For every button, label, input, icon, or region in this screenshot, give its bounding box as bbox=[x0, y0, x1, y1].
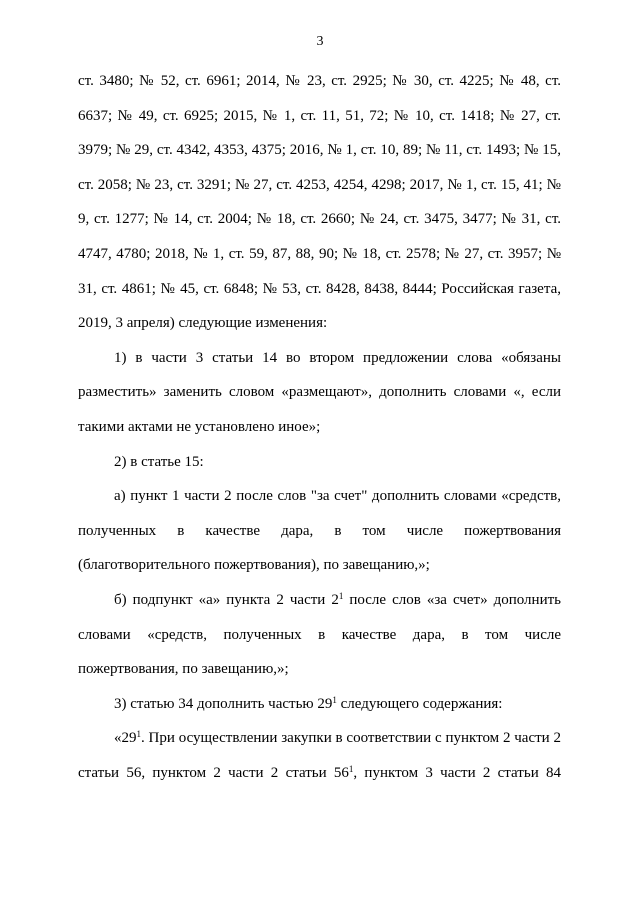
quote-text-end: , пунктом 3 части 2 статьи 84 bbox=[353, 764, 561, 781]
amendment-item-1: 1) в части 3 статьи 14 во втором предложении слова «обязаны разместить» заменить словом «размещают», дополнить словами «, если такими актами не установлено иное»; bbox=[78, 349, 561, 435]
item-3-text-end: следующего содержания: bbox=[336, 695, 503, 712]
page-number: 3 bbox=[316, 34, 324, 49]
quote-superscript-2: 1 bbox=[348, 763, 354, 774]
quote-superscript-1: 1 bbox=[136, 729, 141, 740]
amendment-item-3 bbox=[78, 687, 561, 722]
item-2b-text-end: после слов «за счет» дополнить словами «средств, полученных в качестве дара, в том числе пожертвования, по завещанию,»; bbox=[78, 591, 561, 678]
quote-text-start: «29 bbox=[114, 730, 137, 747]
item-2b-text-start: б) подпункт «а» пункта 2 части 2 bbox=[114, 591, 339, 608]
item-2b-superscript: 1 bbox=[338, 590, 344, 601]
item-3-superscript: 1 bbox=[332, 694, 337, 705]
amendment-item-2a: а) пункт 1 части 2 после слов "за счет" дополнить словами «средств, полученных в качестве дара, в том числе пожертвования (благотворительного пожертвования), по завещанию,»; bbox=[78, 488, 561, 574]
amendment-item-2b bbox=[78, 583, 561, 687]
item-3-text-start: 3) статью 34 дополнить частью 29 bbox=[114, 695, 333, 712]
quoted-new-part bbox=[78, 721, 561, 790]
document-body bbox=[78, 64, 561, 790]
amendment-item-2: 2) в статье 15: bbox=[114, 453, 204, 470]
quote-text-middle: . При осуществлении закупки в соответствии с пунктом 2 части 2 статьи 56, пунктом 2 части 2 статьи 56 bbox=[78, 730, 561, 781]
citation-paragraph: ст. 3480; № 52, ст. 6961; 2014, № 23, ст. 2925; № 30, ст. 4225; № 48, ст. 6637; № 49, ст. 6925; 2015, № 1, ст. 11, 51, 72; № 10, ст. 1418; № 27, ст. 3979; № 29, ст. 4342, 4353, 4375; 2016, № 1, ст. 10, 89; № 11, ст. 1493; № 15, ст. 2058; № 23, ст. 3291; № 27, ст. 4253, 4254, 4298; 2017, № 1, ст. 15, 41; № 9, ст. 1277; № 14, ст. 2004; № 18, ст. 2660; № 24, ст. 3475, 3477; № 31, ст. 4747, 4780; 2018, № 1, ст. 59, 87, 88, 90; № 18, ст. 2578; № 27, ст. 3957; № 31, ст. 4861; № 45, ст. 6848; № 53, ст. 8428, 8438, 8444; Российская газета, 2019, 3 апреля) следующие изменения: bbox=[78, 73, 561, 332]
